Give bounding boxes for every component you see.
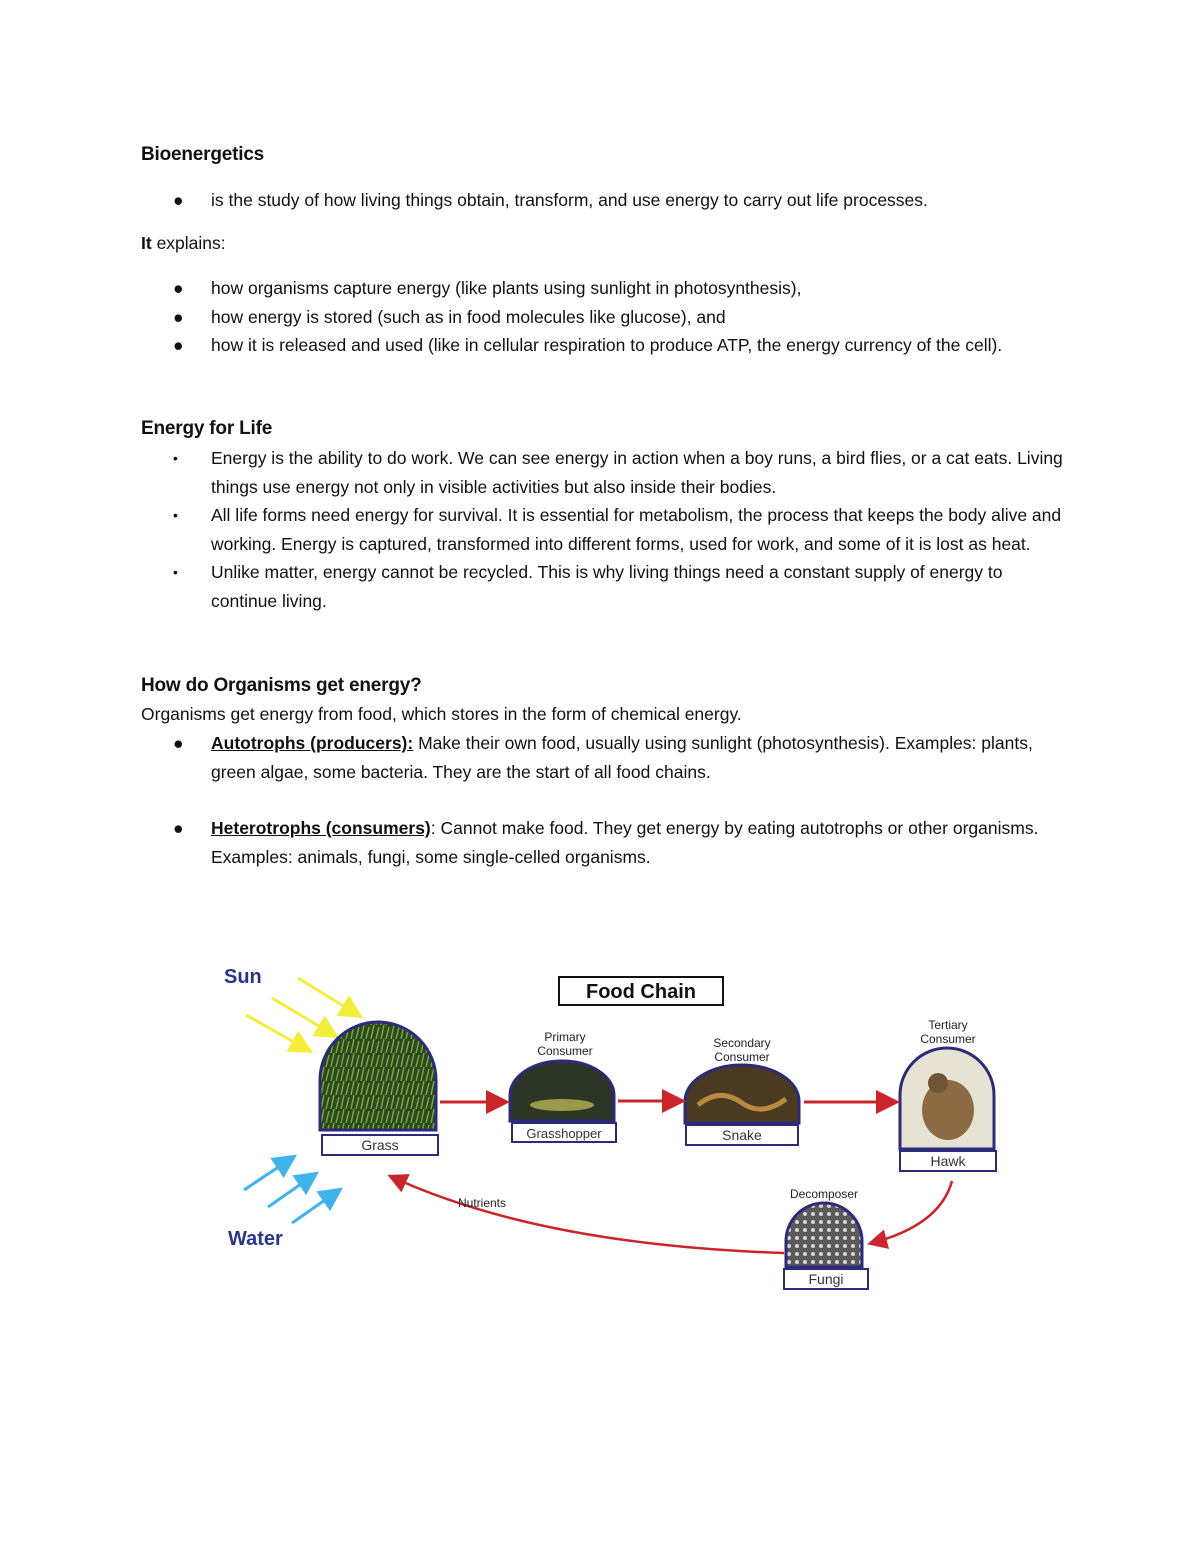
nutrients-label: Nutrients — [457, 1196, 507, 1210]
primary-role-line1: Primary — [544, 1030, 586, 1044]
bullet-icon: • — [173, 564, 178, 580]
tertiary-role-line1: Tertiary — [928, 1018, 968, 1032]
secondary-role-line2: Consumer — [714, 1050, 770, 1064]
heading-energy-for-life: Energy for Life — [141, 418, 273, 439]
bullet-icon: ● — [173, 278, 184, 298]
autotrophs-list — [173, 729, 1033, 786]
hawk-label: Hawk — [930, 1153, 966, 1169]
heterotrophs-list — [173, 814, 1043, 871]
hawk-body — [922, 1080, 974, 1140]
list-item: • Energy is the ability to do work. We can see energy in action when a boy runs, a bird flies, or a cat eats. Living things use energy not only in visible activities but also inside their bodies. — [173, 444, 1063, 501]
hawk-to-fungi-arrow — [872, 1181, 952, 1243]
bullet-icon: • — [173, 507, 178, 523]
grasshopper-label: Grasshopper — [526, 1126, 602, 1141]
list-item: ● Autotrophs (producers): Make their own food, usually using sunlight (photosynthesis). Examples: plants, green algae, some bacteria. They are the start of all food chains. — [173, 729, 1033, 786]
heading-how-organisms: How do Organisms get energy? — [141, 675, 422, 696]
list-item: ● how energy is stored (such as in food molecules like glucose), and — [173, 303, 1043, 332]
water-arrow — [268, 1175, 314, 1207]
energy-for-life-list — [173, 444, 1063, 615]
list-item: ● is the study of how living things obtain, transform, and use energy to carry out life processes. — [173, 186, 1073, 215]
grasshopper-image — [510, 1061, 614, 1121]
water-arrow — [292, 1191, 338, 1223]
water-label: Water — [228, 1228, 283, 1250]
sun-ray-arrow — [272, 998, 334, 1035]
bullet-icon: ● — [173, 190, 184, 210]
how-organisms-intro: Organisms get energy from food, which stores in the form of chemical energy. — [141, 704, 742, 724]
list-item: • All life forms need energy for survival. It is essential for metabolism, the process that keeps the body alive and working. Energy is captured, transformed into different forms, used for work, and some of it is lost as heat. — [173, 501, 1063, 558]
snake-image — [685, 1065, 799, 1123]
sun-ray-arrow — [298, 978, 358, 1015]
grass-image — [320, 1022, 436, 1130]
fungi-label: Fungi — [808, 1271, 844, 1287]
bullet-icon: ● — [173, 818, 184, 838]
list-item: ● how it is released and used (like in cellular respiration to produce ATP, the energy currency of the cell). — [173, 331, 1043, 360]
list-item: ● how organisms capture energy (like plants using sunlight in photosynthesis), — [173, 274, 1043, 303]
primary-role-line2: Consumer — [537, 1044, 593, 1058]
snake-label: Snake — [722, 1127, 762, 1143]
fungi-image — [786, 1203, 862, 1267]
list-item: • Unlike matter, energy cannot be recycled. This is why living things need a constant supply of energy to continue living. — [173, 558, 1063, 615]
bullet-icon: ● — [173, 306, 184, 327]
decomposer-role: Decomposer — [789, 1187, 859, 1201]
secondary-role-line1: Secondary — [713, 1036, 771, 1050]
food-chain-title: Food Chain — [586, 981, 696, 1003]
water-arrow — [244, 1158, 292, 1190]
nutrients-arrow — [392, 1177, 784, 1253]
sun-ray-arrow — [246, 1015, 308, 1050]
explains-line: It explains: — [141, 233, 226, 253]
heading-bioenergetics: Bioenergetics — [141, 144, 265, 165]
bioenergetics-definition-list — [173, 186, 1073, 215]
bullet-icon: • — [173, 450, 178, 466]
food-chain-diagram — [210, 955, 1010, 1300]
grass-label: Grass — [361, 1137, 399, 1153]
bullet-icon: ● — [173, 335, 184, 355]
hawk-head — [928, 1073, 948, 1093]
tertiary-role-line2: Consumer — [920, 1032, 976, 1046]
sun-label: Sun — [224, 966, 262, 988]
grasshopper-body — [530, 1099, 594, 1111]
list-item: ● Heterotrophs (consumers): Cannot make food. They get energy by eating autotrophs or other organisms. Examples: animals, fungi, some single-celled organisms. — [173, 814, 1043, 871]
explains-list — [173, 274, 1043, 360]
bullet-icon: ● — [173, 733, 184, 753]
